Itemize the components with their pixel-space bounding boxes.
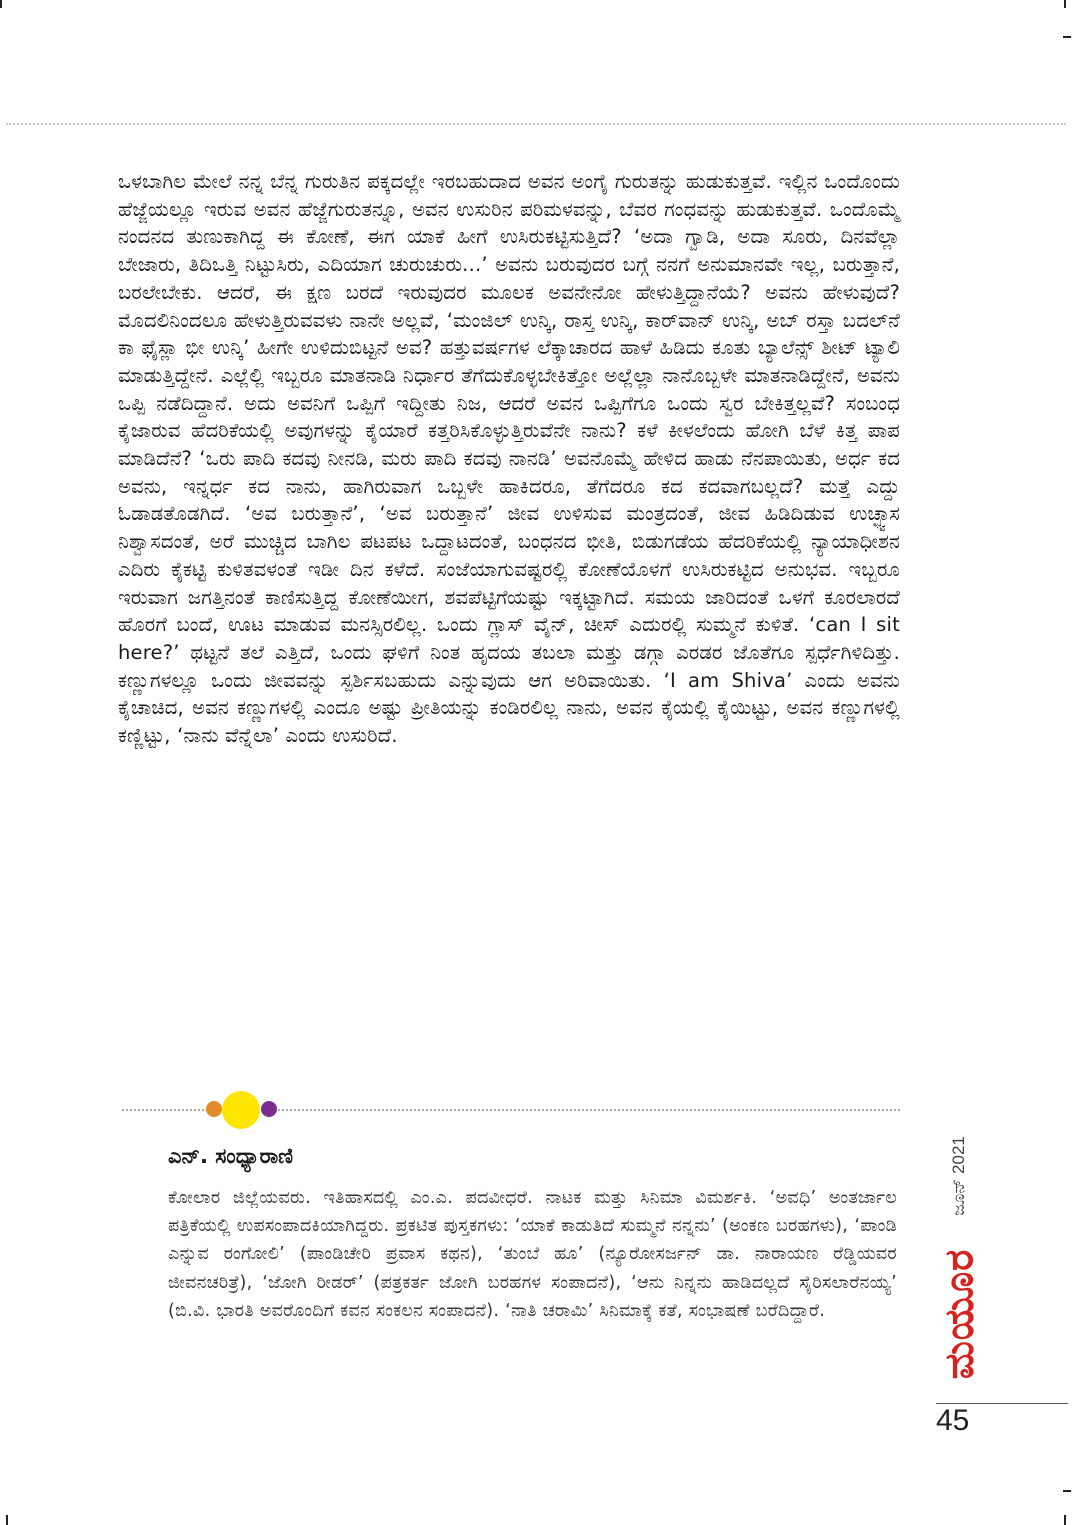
crop-mark-bottom-right [1064,1515,1066,1525]
top-dotted-rule [6,123,1066,125]
issue-date: ಜೂನ್ 2021 [949,1136,968,1216]
crop-mark-top-right [1064,0,1066,8]
author-name: ಎನ್‌. ಸಂಧ್ಯಾರಾಣಿ [168,1144,293,1168]
crop-mark-bottom-left [6,1515,8,1525]
page-number: 45 [936,1404,970,1437]
crop-mark-top-left [0,0,2,8]
article-body: ಒಳಬಾಗಿಲ ಮೇಲೆ ನನ್ನ ಬೆನ್ನ ಗುರುತಿನ ಪಕ್ಕದಲ್ಲೇ ಇರಬಹುದಾದ ಅವನ ಅಂಗೈ ಗುರುತನ್ನು ಹುಡುಕುತ್ತವೆ. ಇಲ್ಲಿನ ಒಂದೊಂದು ಹೆಜ್ಜೆಯಲ್ಲೂ ಇರುವ ಅವನ ಹೆಜ್ಜೆಗುರುತನ್ನೂ, ಅವನ ಉಸುರಿನ ಪರಿಮಳವನ್ನು, ಬೆವರ ಗಂಧವನ್ನು ಹುಡುಕುತ್ತವೆ. ಒಂದೊಮ್ಮೆ ನಂದನದ ತುಣುಕಾಗಿದ್ದ ಈ ಕೋಣೆ, ಈಗ ಯಾಕೆ ಹೀಗೆ ಉಸಿರುಕಟ್ಟಿಸುತ್ತಿದೆ? ‘ಅದಾ ಗ್ವಾಡಿ, ಅದಾ ಸೂರು, ದಿನವೆಲ್ಲಾ ಬೇಜಾರು, ತಿದಿಒತ್ತಿ ನಿಟ್ಟುಸಿರು, ಎದಿಯಾಗ ಚುರುಚುರು...’ ಅವನು ಬರುವುದರ ಬಗ್ಗೆ ನನಗೆ ಅನುಮಾನವೇ ಇಲ್ಲ, ಬರುತ್ತಾನೆ, ಬರಲೇಬೇಕು. ಆದರೆ, ಈ ಕ್ಷಣ ಬರದೆ ಇರುವುದರ ಮೂಲಕ ಅವನೇನೋ ಹೇಳುತ್ತಿದ್ದಾನೆಯೆ? ಅವನು ಹೇಳುವುದೆ? ಮೊದಲಿನಿಂದಲೂ ಹೇಳುತ್ತಿರುವವಳು ನಾನೇ ಅಲ್ಲವೆ, ‘ಮಂಜಿಲ್ ಉನ್ಕಿ, ರಾಸ್ತ ಉನ್ಕಿ, ಕಾರ್‌ವಾನ್ ಉನ್ಕಿ, ಅಬ್ ರಸ್ತಾ ಬದಲ್‌ನೆ ಕಾ ಫೈಸ್ಲಾ ಭೀ ಉನ್ಕಿ’ ಹೀಗೇ ಉಳಿದುಬಿಟ್ಟನೆ ಅವ? ಹತ್ತುವರ್ಷಗಳ ಲೆಕ್ಕಾಚಾರದ ಹಾಳೆ ಹಿಡಿದು ಕೂತು ಬ್ಯಾಲೆನ್ಸ್ ಶೀಟ್ ಟ್ಯಾಲಿ ಮಾಡುತ್ತಿದ್ದೇನೆ. ಎಲ್ಲೆಲ್ಲಿ ಇಬ್ಬರೂ ಮಾತನಾಡಿ ನಿರ್ಧಾರ ತೆಗೆದುಕೊಳ್ಳಬೇಕಿತ್ತೋ ಅಲ್ಲೆಲ್ಲಾ ನಾನೊಬ್ಬಳೇ ಮಾತನಾಡಿದ್ದೇನೆ, ಅವನು ಒಪ್ಪಿ ನಡೆದಿದ್ದಾನೆ. ಅದು ಅವನಿಗೆ ಒಪ್ಪಿಗೆ ಇದ್ದೀತು ನಿಜ, ಆದರೆ ಅವನ ಒಪ್ಪಿಗೆಗೂ ಒಂದು ಸ್ವರ ಬೇಕಿತ್ತಲ್ಲವೆ? ಸಂಬಂಧ ಕೈಜಾರುವ ಹೆದರಿಕೆಯಲ್ಲಿ ಅವುಗಳನ್ನು ಕೈಯಾರೆ ಕತ್ತರಿಸಿಕೊಳ್ಳುತ್ತಿರುವೆನೇ ನಾನು? ಕಳೆ ಕೀಳಲೆಂದು ಹೋಗಿ ಬೆಳೆ ಕಿತ್ತ ಪಾಪ ಮಾಡಿದೆನೆ? ‘ಒರು ಪಾದಿ ಕದವು ನೀನಡಿ, ಮರು ಪಾದಿ ಕದವು ನಾನಡಿ’ ಅವನೊಮ್ಮೆ ಹೇಳಿದ ಹಾಡು ನೆನಪಾಯಿತು, ಅರ್ಧ ಕದ ಅವನು, ಇನ್ನರ್ಧ ಕದ ನಾನು, ಹಾಗಿರುವಾಗ ಒಬ್ಬಳೇ ಹಾಕಿದರೂ, ತೆಗೆದರೂ ಕದ ಕದವಾಗಬಲ್ಲದೆ? ಮತ್ತೆ ಎದ್ದು ಓಡಾಡತೊಡಗಿದೆ. ‘ಅವ ಬರುತ್ತಾನೆ’, ‘ಅವ ಬರುತ್ತಾನೆ’ ಜೀವ ಉಳಿಸುವ ಮಂತ್ರದಂತೆ, ಜೀವ ಹಿಡಿದಿಡುವ ಉಚ್ಛ್ವಾಸ ನಿಶ್ವಾಸದಂತೆ, ಅರೆ ಮುಚ್ಚಿದ ಬಾಗಿಲ ಪಟಪಟ ಒದ್ದಾಟದಂತೆ, ಬಂಧನದ ಭೀತಿ, ಬಿಡುಗಡೆಯ ಹೆದರಿಕೆಯಲ್ಲಿ ನ್ಯಾಯಾಧೀಶನ ಎದಿರು ಕೈಕಟ್ಟಿ ಕುಳಿತವಳಂತೆ ಇಡೀ ದಿನ ಕಳೆದೆ. ಸಂಜೆಯಾಗುವಷ್ಟರಲ್ಲಿ ಕೋಣೆಯೊಳಗೆ ಉಸಿರುಕಟ್ಟಿದ ಅನುಭವ. ಇಬ್ಬರೂ ಇರುವಾಗ ಜಗತ್ತಿನಂತೆ ಕಾಣಿಸುತ್ತಿದ್ದ ಕೋಣೆಯೀಗ, ಶವಪೆಟ್ಟಿಗೆಯಷ್ಟು ಇಕ್ಕಟ್ಟಾಗಿದೆ. ಸಮಯ ಜಾರಿದಂತೆ ಒಳಗೆ ಕೂರಲಾರದೆ ಹೊರಗೆ ಬಂದೆ, ಊಟ ಮಾಡುವ ಮನಸ್ಸಿರಲಿಲ್ಲ. ಒಂದು ಗ್ಲಾಸ್ ವೈನ್, ಚೀಸ್ ಎದುರಲ್ಲಿ ಸುಮ್ಮನೆ ಕುಳಿತೆ. ‘can I sit here?’ ಥಟ್ಟನೆ ತಲೆ ಎತ್ತಿದೆ, ಒಂದು ಘಳಿಗೆ ನಿಂತ ಹೃದಯ ತಬಲಾ ಮತ್ತು ಡಗ್ಗಾ ಎರಡರ ಜೊತೆಗೂ ಸ್ಪರ್ಧೆಗಿಳಿದಿತ್ತು. ಕಣ್ಣುಗಳಲ್ಲೂ ಒಂದು ಜೀವವನ್ನು ಸ್ಪರ್ಶಿಸಬಹುದು ಎನ್ನುವುದು ಆಗ ಅರಿವಾಯಿತು. ‘I am Shiva’ ಎಂದು ಅವನು ಕೈಚಾಚಿದ, ಅವನ ಕಣ್ಣುಗಳಲ್ಲಿ ಎಂದೂ ಅಷ್ಟು ಪ್ರೀತಿಯನ್ನು ಕಂಡಿರಲಿಲ್ಲ ನಾನು, ಅವನ ಕೈಯಲ್ಲಿ ಕೈಯಿಟ್ಟು, ಅವನ ಕಣ್ಣುಗಳಲ್ಲಿ ಕಣ್ಣಿಟ್ಟು, ‘ನಾನು ವೆನ್ನೆಲಾ’ ಎಂದು ಉಸುರಿದೆ. [118,170,900,748]
magazine-logo: ಮಯೂರ [936,1248,982,1380]
orange-dot-icon [206,1101,222,1117]
yellow-dot-icon [222,1091,260,1129]
purple-dot-icon [261,1101,277,1117]
sidebar-masthead [926,1130,992,1402]
bio-divider [122,1090,900,1130]
crop-mark-right-top [1063,36,1071,38]
author-bio: ಕೋಲಾರ ಜಿಲ್ಲೆಯವರು. ಇತಿಹಾಸದಲ್ಲಿ ಎಂ.ಎ. ಪದವೀಧರೆ. ನಾಟಕ ಮತ್ತು ಸಿನಿಮಾ ವಿಮರ್ಶಕಿ. ‘ಅವಧಿ’ ಅಂತರ್ಜಾಲ ಪತ್ರಿಕೆಯಲ್ಲಿ ಉಪಸಂಪಾದಕಿಯಾಗಿದ್ದರು. ಪ್ರಕಟಿತ ಪುಸ್ತಕಗಳು: ‘ಯಾಕೆ ಕಾಡುತಿದೆ ಸುಮ್ಮನೆ ನನ್ನನು’ (ಅಂಕಣ ಬರಹಗಳು), ‘ಪಾಂಡಿ ಎನ್ನುವ ರಂಗೋಲಿ’ (ಪಾಂಡಿಚೇರಿ ಪ್ರವಾಸ ಕಥನ), ‘ತುಂಬೆ ಹೂ’ (ನ್ಯೂರೋಸರ್ಜನ್ ಡಾ. ನಾರಾಯಣ ರೆಡ್ಡಿಯವರ ಜೀವನಚರಿತ್ರೆ), ‘ಜೋಗಿ ರೀಡರ್’ (ಪತ್ರಕರ್ತ ಜೋಗಿ ಬರಹಗಳ ಸಂಪಾದನೆ), ‘ಆನು ನಿನ್ನನು ಹಾಡಿದಲ್ಲದೆ ಸೈರಿಸಲಾರೆನಯ್ಯ’ (ಬಿ.ವಿ. ಭಾರತಿ ಅವರೊಂದಿಗೆ ಕವನ ಸಂಕಲನ ಸಂಪಾದನೆ). ‘ನಾತಿ ಚರಾಮಿ’ ಸಿನಿಮಾಕ್ಕೆ ಕತೆ, ಸಂಭಾಷಣೆ ಬರೆದಿದ್ದಾರೆ. [168,1188,897,1321]
crop-mark-right-bottom [1063,1490,1071,1492]
